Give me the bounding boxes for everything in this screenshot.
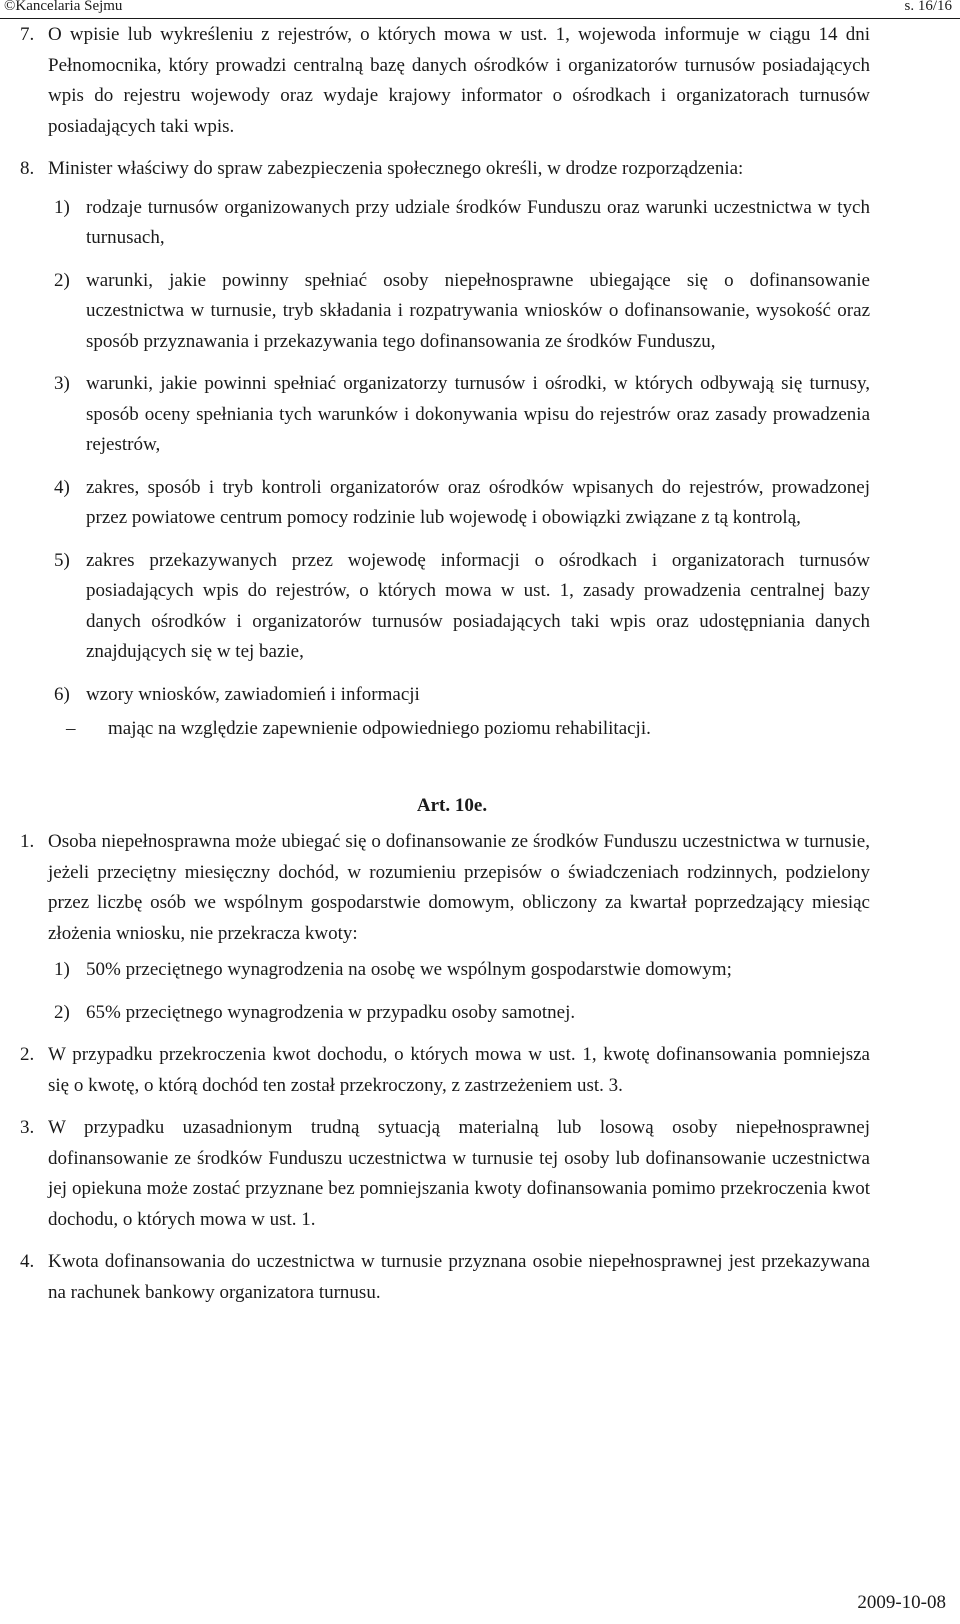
list-item [20, 473, 870, 534]
paragraph-text: Minister właściwy do spraw zabezpieczenia społecznego określi, w drodze rozporządzenia: [48, 158, 744, 179]
item-text: rodzaje turnusów organizowanych przy udziale środków Funduszu oraz warunki uczestnictwa w tych turnusach, [86, 196, 870, 248]
paragraph-number: 3. [20, 1117, 35, 1138]
item-number: 1) [54, 196, 70, 218]
item-number: 5) [54, 549, 70, 571]
list-item [20, 955, 870, 986]
list-item [20, 680, 870, 711]
item-text: warunki, jakie powinny spełniać osoby niepełnosprawne ubiegające się o dofinansowanie uczestnictwa w turnusie, tryb składania i rozpatrywania wniosków o dofinansowanie, wysokość oraz sposób przyznawania i przekazywania tego dofinansowania ze środków Funduszu, [86, 269, 870, 352]
list-item [20, 998, 870, 1029]
article-title: Art. 10e. [416, 794, 488, 816]
item-number: 3) [54, 373, 70, 394]
item-number: 2) [54, 269, 70, 291]
dash-mark: – [66, 718, 76, 739]
document-date: 2009-10-08 [857, 1592, 946, 1613]
paragraph-number: 2. [20, 1044, 35, 1065]
paragraph-8 [20, 154, 870, 185]
closing-clause [20, 714, 870, 745]
paragraph-text: Osoba niepełnosprawna może ubiegać się o dofinansowanie ze środków Funduszu uczestnictwa w turnusie, jeżeli przeciętny miesięczny dochód, w rozumieniu przepisów o świadczeniach rodzinnych, podzielony przez liczbę osób we wspólnym gospodarstwie domowym, obliczony za kwartał poprzedzający miesiąc złożenia wniosku, nie przekracza kwoty: [48, 831, 870, 944]
paragraph-text: W przypadku uzasadnionym trudną sytuacją materialną lub losową osoby niepełnosprawnej dofinansowanie ze środków Funduszu uczestnictwa w turnusie tej osoby lub dofinansowanie uczestnictwa jej opiekuna może zostać przyznane bez pomniejszania kwoty dofinansowania pomimo przekroczenia kwot dochodu, o których mowa w ust. 1. [48, 1117, 870, 1230]
list-item [20, 193, 870, 254]
item-text: wzory wniosków, zawiadomień i informacji [86, 683, 420, 705]
item-number: 4) [54, 476, 70, 498]
paragraph-number: 1. [20, 831, 35, 852]
article-paragraph-4 [20, 1247, 870, 1308]
item-number: 1) [54, 959, 70, 980]
paragraph-number: 8. [20, 158, 35, 179]
item-text: 65% przeciętnego wynagrodzenia w przypadku osoby samotnej. [86, 1001, 576, 1023]
list-item [20, 369, 870, 461]
paragraph-text: O wpisie lub wykreśleniu z rejestrów, o których mowa w ust. 1, wojewoda informuje w ciągu 14 dni Pełnomocnika, który prowadzi centralną bazę danych ośrodków i organizatorów turnusów posiadających wpis do rejestru wojewody oraz wydaje krajowy informator o ośrodkach i organizatorach turnusów posiadających taki wpis. [48, 24, 870, 137]
item-text: 50% przeciętnego wynagrodzenia na osobę we wspólnym gospodarstwie domowym; [86, 959, 732, 980]
page-header [0, 0, 960, 22]
header-source: ©Kancelaria Sejmu [4, 0, 123, 14]
list-item [20, 546, 870, 668]
item-text: warunki, jakie powinni spełniać organizatorzy turnusów i ośrodki, w których odbywają się turnusy, sposób oceny spełniania tych warunków i dokonywania wpisu do rejestrów oraz zasady prowadzenia rejestrów, [86, 373, 870, 455]
paragraph-number: 7. [20, 24, 35, 45]
item-number: 6) [54, 683, 70, 705]
page-number: s. 16/16 [904, 0, 952, 14]
paragraph-7 [20, 20, 870, 142]
list-item [20, 266, 870, 358]
paragraph-text: Kwota dofinansowania do uczestnictwa w turnusie przyznana osobie niepełnosprawnej jest przekazywana na rachunek bankowy organizatora turnusu. [48, 1251, 870, 1303]
paragraph-text: W przypadku przekroczenia kwot dochodu, o których mowa w ust. 1, kwotę dofinansowania pomniejsza się o kwotę, o którą dochód ten został przekroczony, z zastrzeżeniem ust. 3. [48, 1044, 870, 1096]
header-rule [0, 18, 960, 19]
article-paragraph-3 [20, 1113, 870, 1235]
item-number: 2) [54, 1001, 70, 1023]
article-paragraph-2 [20, 1040, 870, 1101]
article-paragraph-1 [20, 827, 870, 949]
document-body [20, 20, 870, 1320]
item-text: zakres przekazywanych przez wojewodę informacji o ośrodkach i organizatorach turnusów posiadających wpis do rejestrów, o których mowa w ust. 1, zasady prowadzenia centralnej bazy danych ośrodków i organizatorów turnusów posiadających taki wpis oraz udostępniania danych znajdujących się w tej bazie, [86, 549, 870, 662]
paragraph-number: 4. [20, 1251, 35, 1272]
item-text: zakres, sposób i tryb kontroli organizatorów oraz ośrodków wpisanych do rejestrów, prowadzonej przez powiatowe centrum pomocy rodzinie lub wojewodę i obowiązki związane z tą kontrolą, [86, 476, 870, 528]
closing-text: mając na względzie zapewnienie odpowiedniego poziomu rehabilitacji. [108, 718, 651, 739]
